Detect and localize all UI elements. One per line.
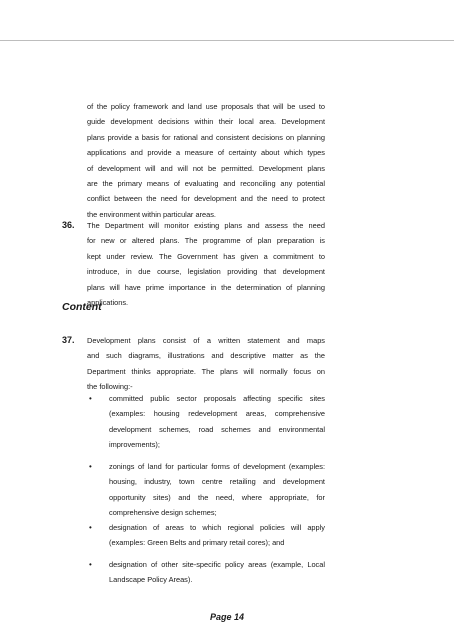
text-line: guide development decisions within their local area. Development	[87, 117, 325, 127]
text-line: plans will have prime importance in the determination of planning	[87, 282, 325, 292]
text-line: of development will and will not be permitted. Development plans	[87, 163, 325, 173]
text-line: are the primary means of evaluating and reconciling any potential	[87, 179, 325, 189]
text-line: and such diagrams, illustrations and descriptive matter as the	[87, 351, 325, 361]
bullet-marker: •	[89, 523, 92, 532]
text-line: (examples: housing redevelopment areas, comprehensive	[109, 409, 325, 419]
text-line: Development plans consist of a written statement and maps	[87, 336, 325, 345]
text-line: the following:-	[87, 382, 133, 392]
text-line: improvements);	[109, 440, 160, 450]
text-line: introduce, in due course, legislation providing that development	[87, 267, 325, 277]
paragraph-37	[87, 333, 325, 395]
top-rule	[0, 40, 454, 41]
text-line: applications and provide a measure of certainty about which types	[87, 148, 325, 158]
text-line: of the policy framework and land use proposals that will be used to	[87, 102, 325, 111]
bullet-item	[109, 459, 325, 521]
text-line: plans provide a basis for rational and consistent decisions on planning	[87, 132, 325, 142]
bullet-marker: •	[89, 560, 92, 569]
text-line: committed public sector proposals affecting specific sites	[109, 394, 325, 403]
paragraph-number-36: 36.	[62, 220, 75, 230]
text-line: kept under review. The Government has given a commitment to	[87, 251, 325, 261]
text-line: housing, industry, town centre retailing and development	[109, 477, 325, 487]
text-line: the environment within particular areas.	[87, 209, 216, 219]
bullet-item	[109, 557, 325, 588]
paragraph-36	[87, 218, 325, 310]
bullet-item	[109, 520, 325, 551]
paragraph-number-37: 37.	[62, 335, 75, 345]
text-line: (examples: Green Belts and primary retail cores); and	[109, 538, 285, 548]
text-line: The Department will monitor existing plans and assess the need	[87, 221, 325, 230]
text-line: zonings of land for particular forms of development (examples:	[109, 462, 325, 471]
text-line: for new or altered plans. The programme of plan preparation is	[87, 236, 325, 246]
text-line: designation of areas to which regional policies will apply	[109, 523, 325, 532]
text-line: development schemes, road schemes and environmental	[109, 424, 325, 434]
bullet-marker: •	[89, 462, 92, 471]
page-number: Page 14	[209, 612, 245, 622]
text-line: applications.	[87, 298, 129, 308]
section-heading: Content	[62, 301, 102, 313]
bullet-marker: •	[89, 394, 92, 403]
text-line: comprehensive design schemes;	[109, 508, 217, 518]
text-line: conflict between the need for development and the need to protect	[87, 194, 325, 204]
text-line: Landscape Policy Areas).	[109, 575, 193, 585]
paragraph-continued	[87, 99, 325, 222]
text-line: Department thinks appropriate. The plans will normally focus on	[87, 366, 325, 376]
text-line: designation of other site-specific policy areas (example, Local	[109, 560, 325, 569]
bullet-item	[109, 391, 325, 453]
text-line: opportunity sites) and the need, where appropriate, for	[109, 492, 325, 502]
